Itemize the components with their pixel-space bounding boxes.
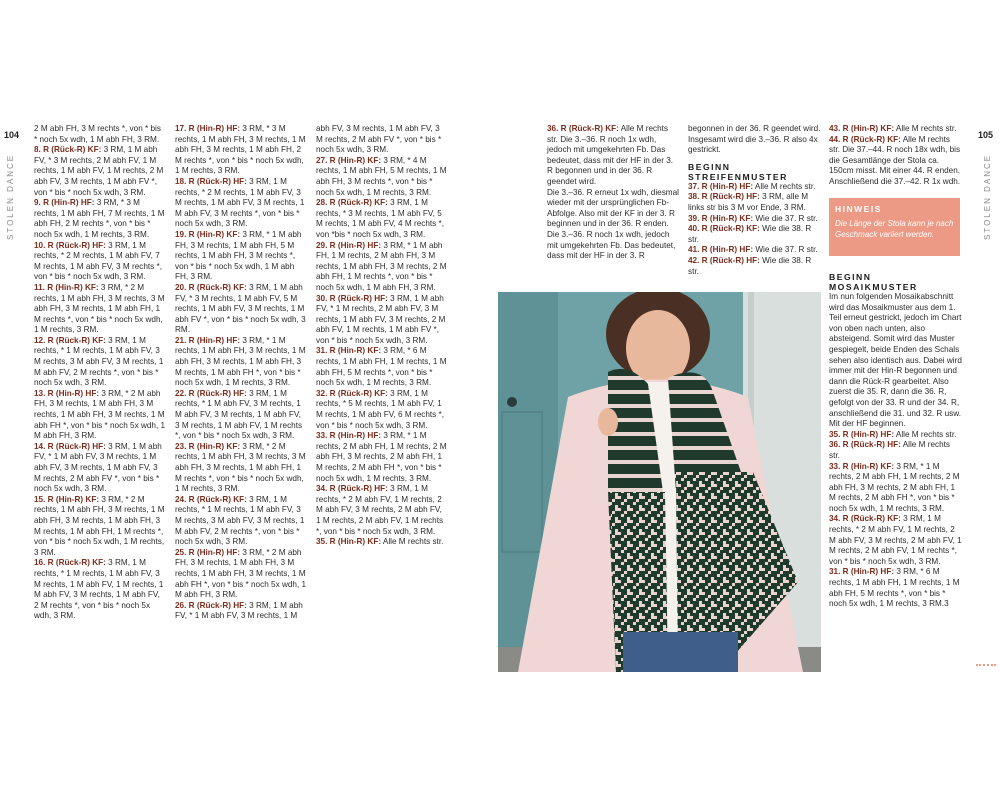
row-label: 10. R (Rück-R) HF: (34, 240, 106, 250)
instruction-row (688, 214, 821, 225)
row-label: 19. R (Hin-R) KF: (175, 229, 241, 239)
instruction-row (34, 558, 166, 622)
instruction-row (316, 484, 448, 537)
row-label: 25. R (Hin-R) HF: (175, 547, 241, 557)
instruction-row (547, 230, 679, 262)
row-label: 16. R (Rück-R) KF: (34, 558, 106, 568)
row-text: 3 RM, 1 M rechts, * 1 M abh FV, 3 M rechts, 1 M abh FV, 3 M rechts, 1 M abh FV, 3 M rechts, 1 M abh FV, 1 M rechts *, von * bis * noch 5x wdh, 3 RM. (175, 388, 303, 441)
row-label: 43. R (Hin-R) KF: (829, 124, 895, 133)
row-text: Die 3.–36. R erneut 1x wdh, diesmal wieder mit der ursprünglichen Fb-Abfolge. Also mit der KF in der 3. R beginnen und in der 36. R enden. (547, 187, 679, 229)
instruction-row (316, 431, 448, 484)
text-column-1 (34, 124, 166, 622)
row-text: 2 M abh FH, 3 M rechts *, von * bis * noch 5x wdh, 1 M abh FH, 3 RM. (34, 124, 161, 144)
row-text: Wie die 37. R str. (753, 213, 818, 223)
row-label: 23. R (Hin-R) KF: (175, 441, 241, 451)
text-column-5 (688, 124, 821, 277)
row-label: 11. R (Hin-R) KF: (34, 282, 99, 292)
row-text: 3 RM, 1 M rechts, * 1 M rechts, 1 M abh FV, 3 M rechts, 3 M abh FV, 3 M rechts, 1 M abh FV, 2 M rechts *, von * bis * noch 5x wdh, 3 RM. (34, 335, 164, 388)
row-text: 3 RM, 1 M rechts, * 2 M abh FV, 1 M rechts, 2 M abh FV, 3 M rechts, 2 M abh FV, 1 M rechts, 2 M abh FV, 1 M rechts *, von * bis * noch 5x wdh, 3 RM. (829, 514, 962, 566)
instruction-row (688, 182, 821, 193)
hint-box (829, 198, 960, 256)
row-label: 33. R (Hin-R) HF: (316, 431, 382, 441)
instruction-row (829, 430, 963, 441)
row-text: 3 RM, 1 M abh FV, * 1 M abh FV, 3 M rechts, 1 M (175, 600, 303, 621)
row-label: 13. R (Hin-R) HF: (34, 388, 100, 398)
row-text: 3 RM, alle M links str bis 3 M vor Ende, 3 RM. (688, 192, 809, 212)
text-column-6 (829, 124, 963, 188)
instruction-row (34, 145, 166, 198)
row-text: 3 RM, * 2 M rechts, 1 M abh FH, 3 M rechts, 1 M abh FH, 3 M rechts, 1 M abh FH, 3 M rechts, 1 M abh FH, 1 M rechts *, von * bis * noch 5x wdh, 1 M rechts, 3 RM. (34, 494, 165, 557)
row-text: 3 RM, * 2 M rechts, 1 M abh FH, 3 M rechts, 3 M abh FH, 3 M rechts, 1 M abh FH, 1 M rechts *, von * bis * noch 5x wdh, 1 M rechts, 3 RM. (34, 282, 165, 335)
text-column-4 (547, 124, 679, 262)
instruction-row (34, 283, 166, 336)
row-text: 3 RM, * 2 M abh FH, 3 M rechts, 1 M abh FH, 3 M rechts, 1 M abh FH, 3 M rechts, 1 M abh FH *, von * bis * noch 5x wdh, 1 M abh FH, 3 RM. (34, 388, 166, 441)
row-text: Alle M rechts str. (753, 181, 816, 191)
row-label: 41. R (Hin-R) HF: (688, 245, 754, 255)
instruction-row (175, 601, 307, 622)
row-text: 3 RM, * 6 M rechts, 1 M abh FH, 1 M rechts, 1 M abh FH, 5 M rechts *, von * bis * noch 5x wdh, 1 M rechts, 3 RM.3 (829, 567, 960, 609)
instruction-row (175, 336, 307, 389)
instruction-row (829, 440, 963, 461)
row-label: 29. R (Hin-R) HF: (316, 240, 382, 250)
hint-text: Die Länge der Stola kann je nach Geschmack variiert werden. (835, 219, 954, 239)
row-label: 28. R (Rück-R) KF: (316, 198, 388, 208)
row-text: 3 RM, * 2 M rechts, 1 M abh FH, 3 M rechts, 3 M abh FH, 3 M rechts, 1 M abh FH, 1 M rechts *, von * bis * noch 5x wdh, 1 M rechts, 3 RM. (175, 441, 306, 494)
instruction-row (175, 177, 307, 230)
row-label: 21. R (Hin-R) HF: (175, 335, 241, 345)
instruction-row (316, 156, 448, 198)
row-text: Alle M rechts str. (894, 124, 957, 133)
instruction-row (829, 124, 963, 135)
instruction-row (547, 124, 679, 188)
instruction-row (34, 124, 166, 145)
instruction-row (34, 241, 166, 283)
row-label: 15. R (Hin-R) KF: (34, 494, 100, 504)
instruction-row (34, 442, 166, 495)
row-label: 40. R (Rück-R) KF: (688, 224, 760, 234)
row-label: 36. R (Rück-R) HF: (829, 440, 901, 450)
row-label: 31. R (Hin-R) KF: (316, 346, 382, 356)
row-text: 3 RM, * 4 M rechts, 1 M abh FH, 5 M rechts, 1 M abh FH, 3 M rechts *, von * bis * noch 5x wdh, 1 M rechts, 3 RM. (316, 155, 447, 197)
row-text: Alle M rechts str. Die 37.–44. R noch 18x wdh, bis die Gesamtlänge der Stola ca. 150cm misst. Mit einer 44. R enden. Anschließend die 37.–42. R 1x wdh. (829, 134, 961, 186)
instruction-row (316, 346, 448, 388)
row-label: 24. R (Rück-R) KF: (175, 494, 247, 504)
row-label: 35. R (Hin-R) HF: (829, 429, 895, 439)
row-text: abh FV, 3 M rechts, 1 M abh FV, 3 M rechts, 2 M abh FV *, von * bis * noch 5x wdh, 3 RM. (316, 124, 442, 155)
instruction-row (829, 514, 963, 567)
text-column-6-lower (829, 272, 963, 610)
row-label: 34. R (Rück-R) HF: (316, 484, 388, 494)
hint-title: HINWEIS (835, 204, 882, 214)
instruction-row (316, 198, 448, 240)
row-text: 3 RM, 1 M abh FV, * 1 M abh FV, 3 M rechts, 1 M abh FV, 3 M rechts, 1 M abh FV, 3 M rechts, 2 M abh FV *, von * bis * noch 5x wdh, 3 RM. (34, 441, 162, 494)
row-text: Alle M rechts str. Die 3.–36. R noch 1x wdh, jedoch mit umgekehrten Fb. Das bedeutet, dass mit der HF in der 3. R begonnen und in der 36. R geendet wird. (547, 124, 674, 186)
instruction-row (829, 567, 963, 609)
row-text: 3 RM, * 1 M rechts, 2 M abh FH, 1 M rechts, 2 M abh FH, 3 M rechts, 2 M abh FH, 1 M rechts, 2 M abh FH *, von * bis * noch 5x wdh, 1 M rechts, 3 RM. (316, 431, 447, 483)
row-label: 14. R (Rück-R) HF: (34, 441, 106, 451)
row-label: 34. R (Rück-R) KF: (829, 514, 901, 524)
row-text: Alle M rechts str. (894, 429, 957, 439)
text-column-3 (316, 124, 448, 548)
row-label: 30. R (Rück-R) HF: (316, 293, 388, 303)
instruction-row (175, 230, 307, 283)
instruction-row (547, 188, 679, 230)
row-text: Wie die 37. R str. (753, 245, 818, 255)
photo-illustration (498, 292, 821, 672)
instruction-row (34, 389, 166, 442)
row-label: 12. R (Rück-R) KF: (34, 335, 106, 345)
instruction-row (316, 389, 448, 431)
instruction-row (316, 537, 448, 548)
row-text: 3 RM, * 1 M abh FH, 1 M rechts, 2 M abh FH, 3 M rechts, 1 M abh FH, 3 M rechts, 2 M abh FH, 1 M rechts *, von * bis * noch 5x wdh, 1 M abh FH, 3 RM. (316, 240, 447, 292)
instruction-row (175, 124, 307, 177)
row-text: 3 RM, 1 M abh FV, * 1 M rechts, 2 M abh FV, 3 M rechts, 1 M abh FV, 3 M rechts, 2 M abh FV, 1 M rechts, 1 M abh FV *, von * bis * noch 5x wdh, 3 RM. (316, 293, 446, 345)
instruction-row (829, 135, 963, 188)
row-label: 27. R (Hin-R) KF: (316, 155, 382, 165)
row-label: 33. R (Hin-R) KF: (829, 461, 895, 471)
text-column-2 (175, 124, 307, 622)
running-head-right: STOLEN DANCE (983, 153, 992, 240)
row-text: 3 RM, 1 M rechts, * 2 M abh FV, 1 M rechts, 2 M abh FV, 3 M rechts, 2 M abh FV, 1 M rechts, 2 M abh FV, 1 M rechts *, von * bis * noch 5x wdh, 3 RM. (316, 484, 444, 536)
instruction-row (175, 389, 307, 442)
row-label: 26. R (Rück-R) HF: (175, 600, 247, 610)
row-label: 44. R (Rück-R) KF: (829, 134, 901, 144)
row-text: 3 RM, 1 M rechts, * 3 M rechts, 1 M abh FV, 5 M rechts, 1 M abh FV, 4 M rechts *, von *bis * noch 5x wdh, 3 RM. (316, 198, 445, 239)
row-text: 3 RM, * 1 M abh FH, 3 M rechts, 1 M abh FH, 5 M rechts, 1 M abh FH, 3 M rechts *, von * bis * noch 5x wdh, 1 M abh FH, 3 RM. (175, 229, 302, 282)
instruction-row (688, 192, 821, 213)
instruction-row (316, 124, 448, 156)
instruction-row (34, 336, 166, 389)
row-text: 3 RM, 1 M rechts, * 2 M rechts, 1 M abh FV, 7 M rechts, 1 M abh FV, 3 M rechts *, von * bis * noch 5x wdh, 3 RM. (34, 240, 163, 282)
row-text: 3 RM, * 6 M rechts, 1 M abh FH, 1 M rechts, 1 M abh FH, 5 M rechts *, von * bis * noch 5x wdh, 1 M rechts, 3 RM. (316, 346, 447, 388)
row-label: 31. R (Hin-R) HF: (829, 567, 895, 577)
row-label: 35. R (Hin-R) KF: (316, 537, 382, 547)
heading-beginn-streifenmuster: BEGINN STREIFENMUSTER (688, 161, 788, 182)
row-text: 3 RM, 1 M abh FV, * 3 M rechts, 1 M abh FV, 5 M rechts, 1 M abh FV, 3 M rechts, 1 M abh FV *, von * bis * noch 5x wdh, 3 RM. (175, 282, 306, 335)
row-label: 37. R (Hin-R) HF: (688, 181, 754, 191)
row-text: 3 RM, * 3 M rechts, 1 M abh FH, 7 M rechts, 1 M abh FH, 2 M rechts *, von * bis * noch 5x wdh, 1 M rechts, 3 RM. (34, 198, 165, 239)
running-head-left: STOLEN DANCE (6, 153, 15, 240)
row-label: 18. R (Rück-R) HF: (175, 176, 247, 186)
row-label: 17. R (Hin-R) HF: (175, 124, 241, 133)
page-number-left: 104 (4, 130, 20, 140)
instruction-row (829, 462, 963, 515)
row-text: 3 RM, 1 M abh FV, * 3 M rechts, 2 M abh FV, 1 M rechts, 1 M abh FV, 1 M rechts, 2 M abh FV, 3 M rechts, 1 M abh FV *, von * bis * noch 5x wdh, 3 RM. (34, 145, 164, 197)
row-text: Die 3.–36. R noch 1x wdh, jedoch mit umgekehrten Fb. Das bedeutet, dass mit der HF in der 3. R (547, 229, 676, 261)
row-label: 22. R (Rück-R) HF: (175, 388, 247, 398)
row-text: 3 RM, 1 M rechts, * 5 M rechts, 1 M abh FV, 1 M rechts, 1 M abh FV, 6 M rechts *, von * bis * noch 5x wdh, 3 RM. (316, 388, 445, 430)
instruction-row (175, 283, 307, 336)
page-number-right: 105 (978, 130, 994, 140)
row-text: 3 RM, * 1 M rechts, 2 M abh FH, 1 M rechts, 2 M abh FH, 3 M rechts, 2 M abh FH, 1 M rechts, 2 M abh FH *, von * bis * noch 5x wdh, 1 M rechts, 3 RM. (829, 461, 960, 513)
instruction-row (316, 294, 448, 347)
row-text: 3 RM, * 2 M abh FH, 3 M rechts, 1 M abh FH, 3 M rechts, 1 M abh FH, 3 M rechts, 1 M abh FH *, von * bis * noch 5x wdh, 1 M abh FH, 3 RM. (175, 547, 307, 600)
row-text: 3 RM, 1 M rechts, * 1 M rechts, 1 M abh FV, 3 M rechts, 1 M abh FV, 1 M rechts, 1 M abh FV, 3 M rechts, 1 M abh FV, 2 M rechts *, von * bis * noch 5x wdh, 3 RM. (34, 558, 164, 621)
row-label: 20. R (Rück-R) KF: (175, 282, 247, 292)
row-label: 32. R (Rück-R) KF: (316, 388, 388, 398)
row-text: 3 RM, 1 M rechts, * 2 M rechts, 1 M abh FV, 3 M rechts, 1 M abh FV, 3 M rechts, 1 M abh FV, 3 M rechts *, von * bis * noch 5x wdh, 3 RM. (175, 176, 305, 229)
instruction-row (316, 241, 448, 294)
row-text: 3 RM, 1 M rechts, * 1 M rechts, 1 M abh FV, 3 M rechts, 3 M abh FV, 3 M rechts, 1 M abh FV, 2 M rechts *, von * bis * noch 5x wdh, 3 RM. (175, 494, 305, 547)
instruction-row (688, 256, 821, 277)
row-text: 3 RM, * 3 M rechts, 1 M abh FH, 3 M rechts, 1 M abh FH, 3 M rechts, 1 M abh FH, 2 M rechts *, von * bis * noch 5x wdh, 1 M rechts, 3 RM. (175, 124, 306, 176)
column-5-intro: begonnen in der 36. R geendet wird. Insgesamt wird die 3.–36. R also 4x gestrickt. (688, 124, 821, 155)
row-text: Wie die 38. R str. (688, 255, 812, 276)
row-label: 36. R (Rück-R) KF: (547, 124, 619, 133)
row-label: 9. R (Hin-R) HF: (34, 198, 95, 208)
knitted-scarf-photo (498, 292, 821, 672)
continue-arrow-icon (976, 664, 996, 668)
row-text: Alle M rechts str. (381, 537, 444, 547)
heading-beginn-mosaikmuster: BEGINN MOSAIKMUSTER (829, 272, 918, 292)
row-text: Alle M rechts str. (829, 440, 951, 460)
row-label: 39. R (Hin-R) KF: (688, 213, 754, 223)
mosaik-intro: Im nun folgenden Mosaikabschnitt wird das Mosaikmuster aus dem 1. Teil erneut gestrickt, jedoch im Chart von oben nach unten, also absteigend. Somit wird das Muster gespiegelt, beide Enden des Schals sehen also identisch aus. Dabei wird immer mit der Hin-R begonnen und dann die Rück-R gearbeitet. Also zuerst die 35. R, dann die 36. R, gefolgt von der 33. R und der 34. R, anschließend die 31. und 32. R usw. Mit der HF beginnen. (829, 292, 962, 429)
instruction-row (175, 442, 307, 495)
row-label: 38. R (Rück-R) HF: (688, 192, 760, 202)
instruction-row (175, 548, 307, 601)
instruction-row (688, 224, 821, 245)
row-label: 42. R (Rück-R) HF: (688, 255, 760, 265)
row-text: Wie die 38. R str. (688, 224, 812, 244)
instruction-row (175, 495, 307, 548)
row-label: 8. R (Rück-R) KF: (34, 145, 102, 155)
instruction-row (34, 495, 166, 559)
row-text: 3 RM, * 1 M rechts, 1 M abh FH, 3 M rechts, 1 M abh FH, 3 M rechts, 1 M abh FH, 3 M rechts, 1 M abh FH *, von * bis * noch 5x wdh, 1 M rechts, 3 RM. (175, 335, 306, 388)
instruction-row (34, 198, 166, 240)
instruction-row (688, 245, 821, 256)
